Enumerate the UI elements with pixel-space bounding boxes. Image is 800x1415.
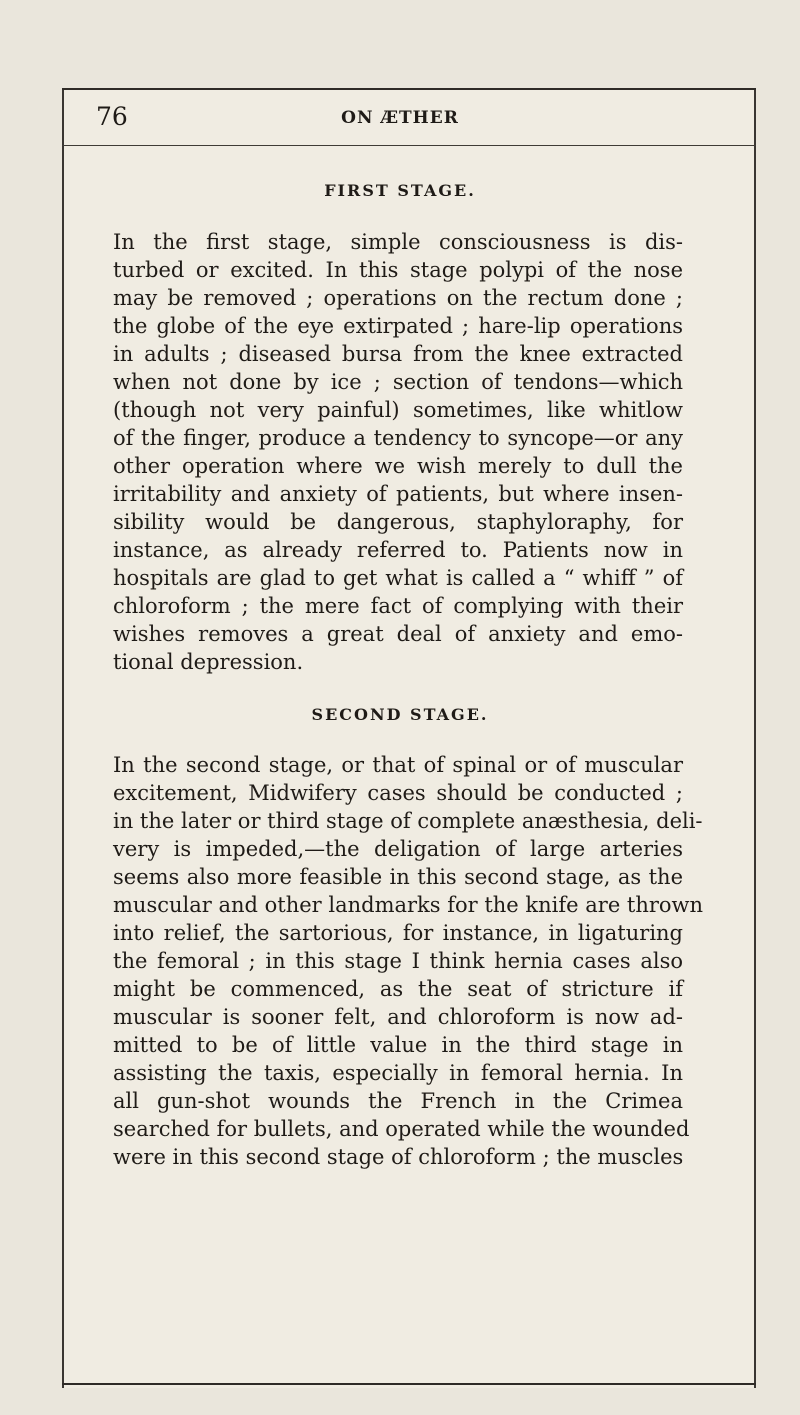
bottom-rule bbox=[62, 1383, 756, 1385]
section-heading-first-stage: FIRST STAGE. bbox=[324, 181, 476, 200]
text-line: muscular and other landmarks for the knife are thrown bbox=[113, 893, 704, 917]
text-line: in the later or third stage of complete anæsthesia, deli- bbox=[113, 809, 703, 833]
text-line: chloroform ; the mere fact of complying with their bbox=[113, 594, 683, 618]
text-line: of the finger, produce a tendency to syncope—or any bbox=[113, 426, 683, 450]
text-line: (though not very painful) sometimes, like whitlow bbox=[113, 398, 683, 422]
text-line: assisting the taxis, especially in femoral hernia. In bbox=[113, 1061, 683, 1085]
text-line: hospitals are glad to get what is called a “ whiff ” of bbox=[113, 566, 683, 590]
text-line: tional depression. bbox=[113, 650, 304, 674]
text-line: in adults ; diseased bursa from the knee extracted bbox=[113, 342, 683, 366]
text-line: were in this second stage of chloroform ; the muscles bbox=[113, 1145, 684, 1169]
text-line: might be commenced, as the seat of stricture if bbox=[113, 977, 683, 1001]
text-line: irritability and anxiety of patients, but where insen- bbox=[113, 482, 683, 506]
page-number: 76 bbox=[96, 102, 128, 131]
section-heading-second-stage: SECOND STAGE. bbox=[311, 705, 489, 724]
text-line: In the second stage, or that of spinal or of muscular bbox=[113, 753, 683, 777]
header-rule-bottom bbox=[62, 145, 756, 146]
text-line: seems also more feasible in this second stage, as the bbox=[113, 865, 683, 889]
text-line: turbed or excited. In this stage polypi of the nose bbox=[113, 258, 683, 282]
text-line: excitement, Midwifery cases should be conducted ; bbox=[113, 781, 683, 805]
text-line: instance, as already referred to. Patients now in bbox=[113, 538, 683, 562]
text-line: the globe of the eye extirpated ; hare-lip operations bbox=[113, 314, 683, 338]
text-line: all gun-shot wounds the French in the Crimea bbox=[113, 1089, 683, 1113]
text-line: the femoral ; in this stage I think hernia cases also bbox=[113, 949, 683, 973]
text-line: very is impeded,—the deligation of large arteries bbox=[113, 837, 683, 861]
text-line: may be removed ; operations on the rectum done ; bbox=[113, 286, 683, 310]
text-line: In the first stage, simple consciousness is dis- bbox=[113, 230, 683, 254]
text-line: when not done by ice ; section of tendons—which bbox=[113, 370, 683, 394]
text-line: wishes removes a great deal of anxiety and emo- bbox=[113, 622, 683, 646]
text-line: mitted to be of little value in the third stage in bbox=[113, 1033, 683, 1057]
text-line: searched for bullets, and operated while the wounded bbox=[113, 1117, 690, 1141]
text-line: other operation where we wish merely to dull the bbox=[113, 454, 683, 478]
text-line: muscular is sooner felt, and chloroform is now ad- bbox=[113, 1005, 683, 1029]
text-line: sibility would be dangerous, staphyloraphy, for bbox=[113, 510, 683, 534]
running-head: ON ÆTHER bbox=[341, 108, 459, 128]
header-rule-top bbox=[62, 88, 756, 90]
text-line: into relief, the sartorious, for instance, in ligaturing bbox=[113, 921, 683, 945]
